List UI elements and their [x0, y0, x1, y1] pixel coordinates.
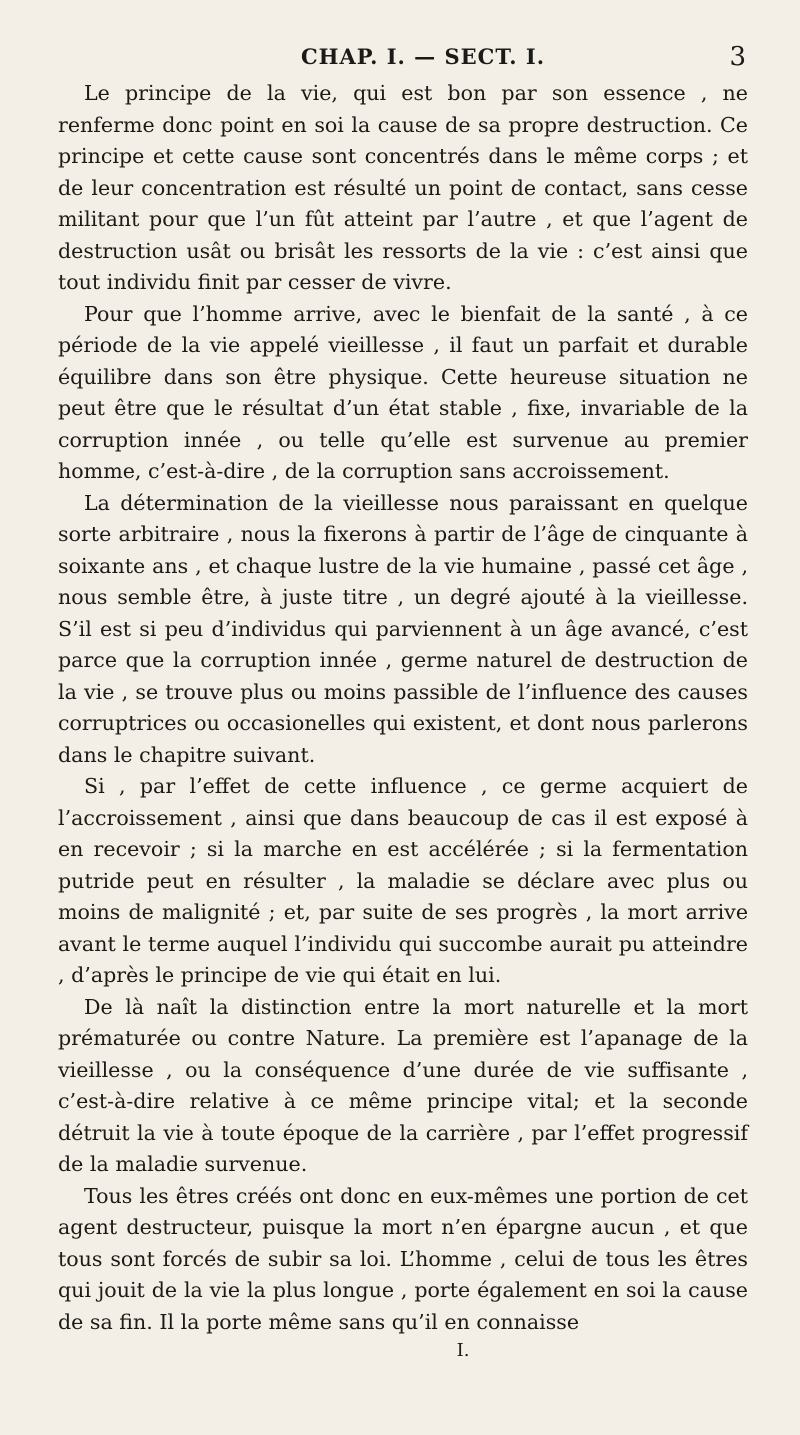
- paragraph-1: Le principe de la vie, qui est bon par son essence , ne renferme donc point en soi la cause de sa propre destruction. Ce principe et cette cause sont concentrés dans le même corps ; et de leur concentration est résulté un point de contact, sans cesse militant pour que l’un fût atteint par l’autre , et que l’agent de destruction usât ou brisât les ressorts de la vie : c’est ainsi que tout individu finit par cesser de vivre.: [58, 81, 748, 294]
- running-title: CHAP. I. — SECT. I.: [300, 44, 546, 69]
- running-head: [58, 38, 748, 78]
- paragraph-2: Pour que l’homme arrive, avec le bienfait de la santé , à ce période de la vie appelé vieillesse , il faut un parfait et durable équilibre dans son être physique. Cette heureuse situation ne peut être que le résultat d’un état stable , fixe, invariable de la corruption innée , ou telle qu’elle est survenue au premier homme, c’est-à-dire , de la corruption sans accroissement.: [58, 301, 748, 483]
- paragraph-4: Si , par l’effet de cette influence , ce germe acquiert de l’accroissement , ainsi que dans beaucoup de cas il est exposé à en recevoir ; si la marche en est accélérée ; si la fermentation putride peut en résulter , la maladie se déclare avec plus ou moins de malignité ; et, par suite de ses progrès , la mort arrive avant le terme auquel l’individu qui succombe aurait pu atteindre , d’après le principe de vie qui était en lui.: [58, 774, 748, 987]
- page-number: 3: [729, 42, 746, 72]
- paragraph-5: De là naît la distinction entre la mort naturelle et la mort prématurée ou contre Nature. La première est l’apanage de la vieillesse , ou la conséquence d’une durée de vie suffisante , c’est-à-dire relative à ce même principe vital; et la seconde détruit la vie à toute époque de la carrière , par l’effet progressif de la maladie survenue.: [58, 994, 748, 1176]
- body-text: [58, 78, 748, 1338]
- paragraph-6: Tous les êtres créés ont donc en eux-mêmes une portion de cet agent destructeur, puisque la mort n’en épargne aucun , et que tous sont forcés de subir sa loi. L’homme , celui de tous les êtres qui jouit de la vie la plus longue , porte également en soi la cause de sa fin. Il la porte même sans qu’il en connaisse: [58, 1183, 748, 1334]
- signature-mark: I.: [456, 1340, 470, 1361]
- paragraph-3: La détermination de la vieillesse nous paraissant en quelque sorte arbitraire , nous la fixerons à partir de l’âge de cinquante à soixante ans , et chaque lustre de la vie humaine , passé cet âge , nous semble être, à juste titre , un degré ajouté à la vieillesse. S’il est si peu d’individus qui parviennent à un âge avancé, c’est parce que la corruption innée , germe naturel de destruction de la vie , se trouve plus ou moins passible de l’influence des causes corruptrices ou occasionelles qui existent, et dont nous parlerons dans le chapitre suivant.: [58, 490, 748, 767]
